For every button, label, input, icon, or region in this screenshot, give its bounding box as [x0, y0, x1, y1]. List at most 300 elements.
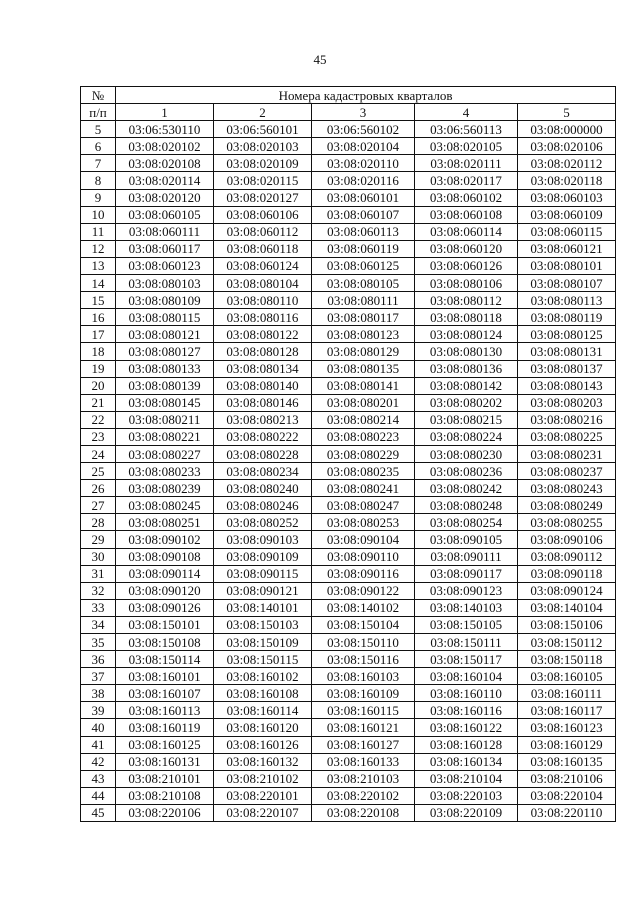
cadastral-number-cell: 03:08:060112: [214, 223, 312, 240]
cadastral-number-cell: 03:08:080229: [312, 445, 415, 462]
cadastral-number-cell: 03:08:090122: [312, 582, 415, 599]
cadastral-number-cell: 03:08:080118: [415, 309, 518, 326]
cadastral-number-cell: 03:08:060125: [312, 257, 415, 274]
table-row: [81, 411, 616, 428]
cadastral-number-cell: 03:06:530110: [116, 121, 214, 138]
cadastral-number-cell: 03:08:020120: [116, 189, 214, 206]
cadastral-number-cell: 03:08:080225: [518, 428, 616, 445]
cadastral-number-cell: 03:08:160102: [214, 668, 312, 685]
row-number-cell: 11: [81, 223, 116, 240]
cadastral-number-cell: 03:08:080221: [116, 428, 214, 445]
cadastral-number-cell: 03:08:160113: [116, 702, 214, 719]
cadastral-number-cell: 03:06:560102: [312, 121, 415, 138]
header-row-top: [81, 87, 616, 104]
row-number-cell: 23: [81, 428, 116, 445]
cadastral-number-cell: 03:08:090104: [312, 531, 415, 548]
cadastral-number-cell: 03:08:150104: [312, 616, 415, 633]
row-number-cell: 37: [81, 668, 116, 685]
row-number-cell: 6: [81, 138, 116, 155]
table-row: [81, 651, 616, 668]
cadastral-number-cell: 03:08:160122: [415, 719, 518, 736]
table-row: [81, 138, 616, 155]
cadastral-number-cell: 03:08:020105: [415, 138, 518, 155]
column-number: 2: [214, 104, 312, 121]
cadastral-number-cell: 03:08:080112: [415, 292, 518, 309]
cadastral-number-cell: 03:08:090124: [518, 582, 616, 599]
cadastral-number-cell: 03:08:020117: [415, 172, 518, 189]
cadastral-number-cell: 03:08:080105: [312, 275, 415, 292]
cadastral-number-cell: 03:08:160127: [312, 736, 415, 753]
cadastral-number-cell: 03:08:090114: [116, 565, 214, 582]
cadastral-number-cell: 03:08:160120: [214, 719, 312, 736]
row-number-cell: 18: [81, 343, 116, 360]
cadastral-number-cell: 03:08:160126: [214, 736, 312, 753]
cadastral-number-cell: 03:08:160125: [116, 736, 214, 753]
row-number-cell: 8: [81, 172, 116, 189]
cadastral-number-cell: 03:08:080201: [312, 394, 415, 411]
table-row: [81, 531, 616, 548]
cadastral-number-cell: 03:08:160103: [312, 668, 415, 685]
cadastral-number-cell: 03:08:080113: [518, 292, 616, 309]
table-row: [81, 172, 616, 189]
cadastral-number-cell: 03:08:080136: [415, 360, 518, 377]
column-number: 3: [312, 104, 415, 121]
cadastral-number-cell: 03:08:080110: [214, 292, 312, 309]
cadastral-number-cell: 03:08:080237: [518, 463, 616, 480]
table-row: [81, 309, 616, 326]
cadastral-number-cell: 03:08:080222: [214, 428, 312, 445]
cadastral-number-cell: 03:08:060111: [116, 223, 214, 240]
cadastral-number-cell: 03:08:160110: [415, 685, 518, 702]
cadastral-number-cell: 03:08:080251: [116, 514, 214, 531]
row-number-cell: 17: [81, 326, 116, 343]
table-row: [81, 685, 616, 702]
row-number-cell: 45: [81, 804, 116, 821]
cadastral-number-cell: 03:08:090115: [214, 565, 312, 582]
row-number-cell: 39: [81, 702, 116, 719]
cadastral-number-cell: 03:08:090126: [116, 599, 214, 616]
cadastral-number-cell: 03:08:080234: [214, 463, 312, 480]
cadastral-number-cell: 03:08:140103: [415, 599, 518, 616]
cadastral-number-cell: 03:08:020116: [312, 172, 415, 189]
cadastral-number-cell: 03:08:090118: [518, 565, 616, 582]
cadastral-number-cell: 03:08:020114: [116, 172, 214, 189]
row-number-cell: 43: [81, 770, 116, 787]
cadastral-number-cell: 03:08:090108: [116, 548, 214, 565]
row-number-cell: 16: [81, 309, 116, 326]
cadastral-number-cell: 03:08:160135: [518, 753, 616, 770]
cadastral-number-cell: 03:08:210101: [116, 770, 214, 787]
cadastral-number-cell: 03:08:160134: [415, 753, 518, 770]
cadastral-number-cell: 03:08:080119: [518, 309, 616, 326]
cadastral-number-cell: 03:08:150103: [214, 616, 312, 633]
cadastral-number-cell: 03:08:160121: [312, 719, 415, 736]
cadastral-number-cell: 03:08:060124: [214, 257, 312, 274]
cadastral-number-cell: 03:08:060106: [214, 206, 312, 223]
cadastral-number-cell: 03:08:090116: [312, 565, 415, 582]
row-number-cell: 35: [81, 634, 116, 651]
cadastral-number-cell: 03:08:150114: [116, 651, 214, 668]
row-number-cell: 21: [81, 394, 116, 411]
cadastral-number-cell: 03:08:210108: [116, 787, 214, 804]
cadastral-number-cell: 03:06:560101: [214, 121, 312, 138]
cadastral-number-cell: 03:08:220101: [214, 787, 312, 804]
cadastral-number-cell: 03:08:060118: [214, 240, 312, 257]
cadastral-number-cell: 03:08:090109: [214, 548, 312, 565]
cadastral-number-cell: 03:08:150110: [312, 634, 415, 651]
table-row: [81, 463, 616, 480]
cadastral-number-cell: 03:08:080109: [116, 292, 214, 309]
cadastral-number-cell: 03:08:080228: [214, 445, 312, 462]
cadastral-number-cell: 03:08:080215: [415, 411, 518, 428]
cadastral-number-cell: 03:08:060103: [518, 189, 616, 206]
cadastral-number-cell: 03:08:080247: [312, 497, 415, 514]
row-number-cell: 19: [81, 360, 116, 377]
cadastral-number-cell: 03:08:060101: [312, 189, 415, 206]
cadastral-number-cell: 03:08:160101: [116, 668, 214, 685]
cadastral-number-cell: 03:08:150115: [214, 651, 312, 668]
cadastral-number-cell: 03:08:060109: [518, 206, 616, 223]
row-number-cell: 20: [81, 377, 116, 394]
cadastral-number-cell: 03:08:090103: [214, 531, 312, 548]
cadastral-number-cell: 03:08:080129: [312, 343, 415, 360]
cadastral-number-cell: 03:08:220104: [518, 787, 616, 804]
cadastral-number-cell: 03:08:060117: [116, 240, 214, 257]
cadastral-number-cell: 03:08:160107: [116, 685, 214, 702]
cadastral-number-cell: 03:08:080146: [214, 394, 312, 411]
cadastral-number-cell: 03:08:020109: [214, 155, 312, 172]
cadastral-number-cell: 03:08:210103: [312, 770, 415, 787]
cadastral-number-cell: 03:08:020102: [116, 138, 214, 155]
cadastral-number-cell: 03:08:160105: [518, 668, 616, 685]
row-number-cell: 33: [81, 599, 116, 616]
cadastral-number-cell: 03:08:060113: [312, 223, 415, 240]
cadastral-number-cell: 03:08:000000: [518, 121, 616, 138]
column-number: 5: [518, 104, 616, 121]
cadastral-number-cell: 03:08:080202: [415, 394, 518, 411]
cadastral-number-cell: 03:08:140101: [214, 599, 312, 616]
cadastral-number-cell: 03:08:080245: [116, 497, 214, 514]
cadastral-number-cell: 03:08:160114: [214, 702, 312, 719]
table-row: [81, 582, 616, 599]
table-row: [81, 343, 616, 360]
cadastral-number-cell: 03:08:090105: [415, 531, 518, 548]
cadastral-number-cell: 03:08:080230: [415, 445, 518, 462]
cadastral-number-cell: 03:08:080103: [116, 275, 214, 292]
cadastral-number-cell: 03:08:140102: [312, 599, 415, 616]
cadastral-number-cell: 03:08:090110: [312, 548, 415, 565]
cadastral-number-cell: 03:08:160109: [312, 685, 415, 702]
table-row: [81, 377, 616, 394]
cadastral-number-cell: 03:08:090112: [518, 548, 616, 565]
row-number-cell: 36: [81, 651, 116, 668]
cadastral-number-cell: 03:08:160123: [518, 719, 616, 736]
header-number-sign: №: [81, 87, 116, 104]
cadastral-number-cell: 03:08:060108: [415, 206, 518, 223]
table-row: [81, 326, 616, 343]
cadastral-number-cell: 03:08:080213: [214, 411, 312, 428]
cadastral-number-cell: 03:08:210106: [518, 770, 616, 787]
table-row: [81, 565, 616, 582]
cadastral-number-cell: 03:08:080122: [214, 326, 312, 343]
cadastral-number-cell: 03:08:080249: [518, 497, 616, 514]
cadastral-number-cell: 03:08:020118: [518, 172, 616, 189]
row-number-cell: 24: [81, 445, 116, 462]
row-number-cell: 9: [81, 189, 116, 206]
table-row: [81, 804, 616, 821]
row-number-cell: 25: [81, 463, 116, 480]
cadastral-number-cell: 03:08:220106: [116, 804, 214, 821]
row-number-cell: 10: [81, 206, 116, 223]
cadastral-number-cell: 03:08:080239: [116, 480, 214, 497]
table-row: [81, 428, 616, 445]
cadastral-number-cell: 03:08:060121: [518, 240, 616, 257]
cadastral-number-cell: 03:08:080142: [415, 377, 518, 394]
cadastral-number-cell: 03:08:090120: [116, 582, 214, 599]
row-number-cell: 28: [81, 514, 116, 531]
cadastral-number-cell: 03:08:020112: [518, 155, 616, 172]
cadastral-number-cell: 03:08:080246: [214, 497, 312, 514]
cadastral-number-cell: 03:08:160129: [518, 736, 616, 753]
table-row: [81, 548, 616, 565]
cadastral-number-cell: 03:08:080131: [518, 343, 616, 360]
cadastral-number-cell: 03:08:160132: [214, 753, 312, 770]
cadastral-number-cell: 03:08:090102: [116, 531, 214, 548]
cadastral-number-cell: 03:08:080134: [214, 360, 312, 377]
table-row: [81, 121, 616, 138]
cadastral-number-cell: 03:08:080143: [518, 377, 616, 394]
row-number-cell: 29: [81, 531, 116, 548]
cadastral-number-cell: 03:08:080101: [518, 257, 616, 274]
cadastral-number-cell: 03:08:080248: [415, 497, 518, 514]
cadastral-number-cell: 03:08:080133: [116, 360, 214, 377]
cadastral-number-cell: 03:08:160128: [415, 736, 518, 753]
header-group-title: Номера кадастровых кварталов: [116, 87, 616, 104]
cadastral-number-cell: 03:08:080241: [312, 480, 415, 497]
cadastral-number-cell: 03:08:060114: [415, 223, 518, 240]
cadastral-number-cell: 03:08:080141: [312, 377, 415, 394]
table-row: [81, 480, 616, 497]
cadastral-number-cell: 03:08:020127: [214, 189, 312, 206]
row-number-cell: 22: [81, 411, 116, 428]
page-number: 45: [313, 52, 327, 67]
row-number-cell: 14: [81, 275, 116, 292]
table-row: [81, 275, 616, 292]
cadastral-number-cell: 03:08:080130: [415, 343, 518, 360]
table-row: [81, 616, 616, 633]
table-row: [81, 206, 616, 223]
row-number-cell: 42: [81, 753, 116, 770]
cadastral-number-cell: 03:08:150112: [518, 634, 616, 651]
cadastral-number-cell: 03:08:080236: [415, 463, 518, 480]
cadastral-number-cell: 03:08:080104: [214, 275, 312, 292]
cadastral-number-cell: 03:08:080125: [518, 326, 616, 343]
table-body: [81, 121, 616, 822]
table-row: [81, 736, 616, 753]
table-row: [81, 257, 616, 274]
row-number-cell: 26: [81, 480, 116, 497]
table-row: [81, 189, 616, 206]
cadastral-number-cell: 03:08:150109: [214, 634, 312, 651]
table-row: [81, 634, 616, 651]
cadastral-number-cell: 03:08:160119: [116, 719, 214, 736]
table-row: [81, 599, 616, 616]
cadastral-number-cell: 03:08:020104: [312, 138, 415, 155]
cadastral-number-cell: 03:08:080224: [415, 428, 518, 445]
cadastral-number-cell: 03:08:150117: [415, 651, 518, 668]
cadastral-number-cell: 03:08:140104: [518, 599, 616, 616]
row-number-cell: 30: [81, 548, 116, 565]
table-row: [81, 719, 616, 736]
cadastral-number-cell: 03:08:160131: [116, 753, 214, 770]
cadastral-number-cell: 03:08:080139: [116, 377, 214, 394]
row-number-cell: 27: [81, 497, 116, 514]
cadastral-number-cell: 03:08:020103: [214, 138, 312, 155]
cadastral-number-cell: 03:08:220102: [312, 787, 415, 804]
cadastral-number-cell: 03:08:220110: [518, 804, 616, 821]
table-row: [81, 497, 616, 514]
table-row: [81, 770, 616, 787]
header-row-bottom: [81, 104, 616, 121]
cadastral-number-cell: 03:08:160116: [415, 702, 518, 719]
cadastral-number-cell: 03:08:060119: [312, 240, 415, 257]
table-row: [81, 668, 616, 685]
cadastral-number-cell: 03:08:150111: [415, 634, 518, 651]
cadastral-number-cell: 03:08:020106: [518, 138, 616, 155]
cadastral-number-cell: 03:08:080203: [518, 394, 616, 411]
row-number-cell: 34: [81, 616, 116, 633]
table-row: [81, 445, 616, 462]
cadastral-number-cell: 03:08:080123: [312, 326, 415, 343]
cadastral-number-cell: 03:08:080242: [415, 480, 518, 497]
cadastral-number-cell: 03:08:150116: [312, 651, 415, 668]
cadastral-number-cell: 03:08:160133: [312, 753, 415, 770]
cadastral-number-cell: 03:08:150118: [518, 651, 616, 668]
cadastral-number-cell: 03:08:210104: [415, 770, 518, 787]
header-pp: п/п: [81, 104, 116, 121]
cadastral-number-cell: 03:08:150101: [116, 616, 214, 633]
cadastral-number-cell: 03:08:060120: [415, 240, 518, 257]
column-number: 4: [415, 104, 518, 121]
cadastral-number-cell: 03:08:080121: [116, 326, 214, 343]
cadastral-number-cell: 03:08:080127: [116, 343, 214, 360]
row-number-cell: 7: [81, 155, 116, 172]
cadastral-number-cell: 03:08:090121: [214, 582, 312, 599]
cadastral-number-cell: 03:08:090117: [415, 565, 518, 582]
cadastral-number-cell: 03:08:080128: [214, 343, 312, 360]
cadastral-number-cell: 03:08:080135: [312, 360, 415, 377]
table-row: [81, 702, 616, 719]
cadastral-number-cell: 03:08:220103: [415, 787, 518, 804]
column-number: 1: [116, 104, 214, 121]
cadastral-number-cell: 03:08:080115: [116, 309, 214, 326]
cadastral-number-cell: 03:08:080252: [214, 514, 312, 531]
cadastral-number-cell: 03:08:090123: [415, 582, 518, 599]
row-number-cell: 13: [81, 257, 116, 274]
row-number-cell: 12: [81, 240, 116, 257]
cadastral-number-cell: 03:08:080140: [214, 377, 312, 394]
cadastral-number-cell: 03:08:080240: [214, 480, 312, 497]
cadastral-number-cell: 03:08:080233: [116, 463, 214, 480]
cadastral-number-cell: 03:08:080137: [518, 360, 616, 377]
cadastral-number-cell: 03:08:080124: [415, 326, 518, 343]
cadastral-number-cell: 03:08:220108: [312, 804, 415, 821]
row-number-cell: 32: [81, 582, 116, 599]
table-row: [81, 360, 616, 377]
cadastral-number-cell: 03:08:060107: [312, 206, 415, 223]
cadastral-number-cell: 03:08:060115: [518, 223, 616, 240]
row-number-cell: 41: [81, 736, 116, 753]
cadastral-number-cell: 03:06:560113: [415, 121, 518, 138]
cadastral-number-cell: 03:08:060105: [116, 206, 214, 223]
cadastral-number-cell: 03:08:160115: [312, 702, 415, 719]
cadastral-number-cell: 03:08:220107: [214, 804, 312, 821]
table-row: [81, 394, 616, 411]
cadastral-number-cell: 03:08:060102: [415, 189, 518, 206]
row-number-cell: 5: [81, 121, 116, 138]
table-row: [81, 787, 616, 804]
cadastral-number-cell: 03:08:080211: [116, 411, 214, 428]
cadastral-number-cell: 03:08:080235: [312, 463, 415, 480]
table-row: [81, 155, 616, 172]
cadastral-number-cell: 03:08:080227: [116, 445, 214, 462]
cadastral-number-cell: 03:08:150106: [518, 616, 616, 633]
table-row: [81, 753, 616, 770]
cadastral-number-cell: 03:08:020111: [415, 155, 518, 172]
cadastral-number-cell: 03:08:080255: [518, 514, 616, 531]
cadastral-number-cell: 03:08:160104: [415, 668, 518, 685]
cadastral-number-cell: 03:08:080111: [312, 292, 415, 309]
cadastral-number-cell: 03:08:160111: [518, 685, 616, 702]
cadastral-number-cell: 03:08:080216: [518, 411, 616, 428]
cadastral-number-cell: 03:08:080223: [312, 428, 415, 445]
cadastral-number-cell: 03:08:080254: [415, 514, 518, 531]
cadastral-number-cell: 03:08:080107: [518, 275, 616, 292]
cadastral-number-cell: 03:08:160117: [518, 702, 616, 719]
cadastral-number-cell: 03:08:080106: [415, 275, 518, 292]
cadastral-number-cell: 03:08:160108: [214, 685, 312, 702]
cadastral-number-cell: 03:08:220109: [415, 804, 518, 821]
table-row: [81, 240, 616, 257]
table-row: [81, 223, 616, 240]
cadastral-number-cell: 03:08:080253: [312, 514, 415, 531]
cadastral-number-cell: 03:08:150105: [415, 616, 518, 633]
cadastral-number-cell: 03:08:090111: [415, 548, 518, 565]
cadastral-number-cell: 03:08:020108: [116, 155, 214, 172]
row-number-cell: 40: [81, 719, 116, 736]
row-number-cell: 15: [81, 292, 116, 309]
row-number-cell: 44: [81, 787, 116, 804]
cadastral-number-cell: 03:08:020115: [214, 172, 312, 189]
cadastral-number-cell: 03:08:080117: [312, 309, 415, 326]
cadastral-quarters-table: [80, 86, 616, 822]
row-number-cell: 31: [81, 565, 116, 582]
table-row: [81, 292, 616, 309]
cadastral-number-cell: 03:08:090106: [518, 531, 616, 548]
cadastral-number-cell: 03:08:080243: [518, 480, 616, 497]
row-number-cell: 38: [81, 685, 116, 702]
cadastral-number-cell: 03:08:060123: [116, 257, 214, 274]
cadastral-number-cell: 03:08:080214: [312, 411, 415, 428]
cadastral-number-cell: 03:08:020110: [312, 155, 415, 172]
table-row: [81, 514, 616, 531]
cadastral-number-cell: 03:08:150108: [116, 634, 214, 651]
cadastral-number-cell: 03:08:080231: [518, 445, 616, 462]
cadastral-number-cell: 03:08:060126: [415, 257, 518, 274]
cadastral-number-cell: 03:08:080145: [116, 394, 214, 411]
cadastral-number-cell: 03:08:080116: [214, 309, 312, 326]
cadastral-number-cell: 03:08:210102: [214, 770, 312, 787]
